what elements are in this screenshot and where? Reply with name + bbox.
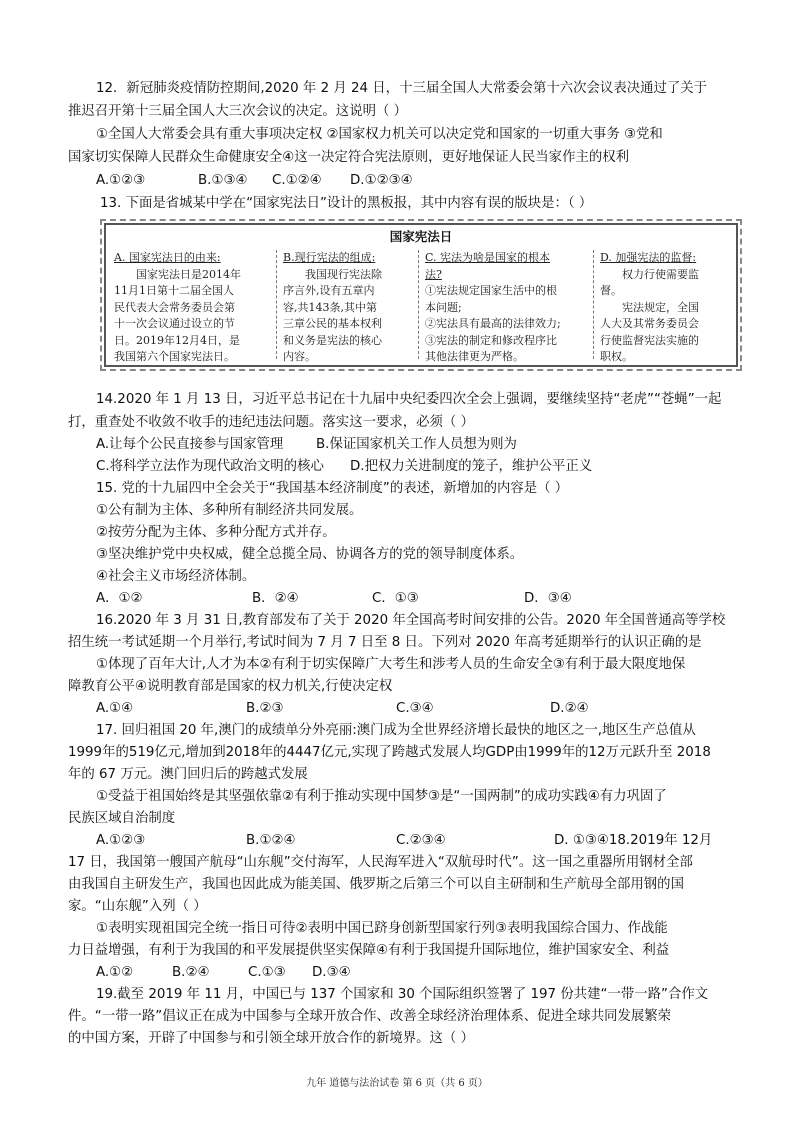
board-column-b [276,250,421,363]
q13-stem: 13. 下面是省城某中学在“国家宪法日”设计的黑板报，其中内容有误的版块是：（ ） [100,196,593,211]
q12-option-b[interactable]: B.①③④ [198,173,248,188]
q17-option-b[interactable]: B.①②④ [246,833,296,848]
q12-option-a[interactable]: A.①②③ [96,173,146,188]
board-column-text: ①宪法规定国家生活中的根 [425,284,557,297]
board-column-text: 日。2019年12月4日，是 [114,333,240,347]
q14-option-b[interactable]: B.保证国家机关工作人员想为则为 [316,437,517,452]
board-title: 国家宪法日 [389,229,453,244]
q15-option-a[interactable]: A．①② [96,591,143,606]
q15-item-3: ③坚决维护党中央权威，健全总揽全局、协调各方的党的领导制度体系。 [96,547,524,562]
q18-line-1: 17 日，我国第一艘国产航母“山东舰”交付海军，人民海军进入“双航母时代”。这一国之重器所用钢材全部 [68,855,693,870]
q15-option-b[interactable]: B．②④ [252,591,299,606]
q15-option-d[interactable]: D．③④ [524,591,572,606]
q12-option-d[interactable]: D.①②③④ [350,173,413,188]
q16-line-2: 招生统一考试延期一个月举行,考试时间为 7 月 7 日至 8 日。下列对 2020 年高考延期举行的认识正确的是 [68,635,702,650]
q18-option-b[interactable]: B.②④ [172,965,210,980]
board-column-d [593,250,730,363]
q18-option-d[interactable]: D.③④ [312,965,351,980]
q15-option-c[interactable]: C．①③ [372,591,419,606]
board-column-text: 其他法律更为严格。 [425,350,524,363]
q12-line-3: ①全国人大常委会具有重大事项决定权 ②国家权力机关可以决定党和国家的一切重大事务 ③党和 [96,127,663,142]
q17-line-4: ①受益于祖国始终是其坚强依靠②有利于推动实现中国梦③是“一国两制”的成功实践④有力巩固了 [96,789,667,804]
board-column-heading: C. 宪法为啥是国家的根本 [425,251,551,264]
board-column-text: 权力行使需要监 [622,267,699,281]
q12-line-2: 推迟召开第十三届全国人大三次会议的决定。这说明（ ） [68,104,408,119]
q17-line-2: 1999年的519亿元,增加到2018年的4447亿元,实现了跨越式发展人均GDP由1999年的12万元跃升至 2018 [68,745,711,760]
board-column-text: 宪法规定，全国 [622,300,699,314]
q16-option-d[interactable]: D.②④ [550,701,589,716]
q17-option-c[interactable]: C.②③④ [396,833,446,848]
board-column-text: 人大及其常务委员会 [600,317,699,330]
q15-options [96,590,696,608]
q16-line-4: 障教育公平④说明教育部是国家的权力机关,行使决定权 [68,679,393,694]
board-column-text: 内容。 [283,350,316,363]
q18-line-2: 由我国自主研发生产，我国也因此成为能美国、俄罗斯之后第三个可以自主研制和生产航母全部用钢的国 [68,877,684,892]
q17-option-d[interactable]: D. ①③④18.2019年 12月 [554,833,713,848]
board-column-text: 序言外,设有五章内 [283,284,375,297]
board-column-text: 职权。 [600,350,633,363]
q16-option-c[interactable]: C.③④ [396,701,434,716]
board-column-heading: A. 国家宪法日的由来: [114,251,221,264]
q17-option-a[interactable]: A.①②③ [96,833,146,848]
page-footer: 九年 道德与法治试卷 第 6 页（共 6 页） [306,1078,488,1089]
board-column-text: 国家宪法日是2014年 [136,267,241,281]
board-column-text: 本问题; [425,300,462,314]
q18-option-c[interactable]: C.①③ [248,965,286,980]
board-column-text: ②宪法具有最高的法律效力; [425,317,561,330]
q14-option-d[interactable]: D.把权力关进制度的笼子，维护公平正义 [350,459,593,474]
board-column-text: 11月1日第十二届全国人 [114,284,234,297]
q15-stem: 15. 党的十九届四中全会关于“我国基本经济制度”的表述，新增加的内容是（ ） [96,481,569,496]
board-column-text: 我国现行宪法除 [305,267,382,281]
board-column-text: ③宪法的制定和修改程序比 [425,333,557,347]
q19-line-3: 的中国方案，开辟了中国参与和引领全球开放合作的新境界。这（ ） [68,1031,474,1046]
q18-line-4: ①表明实现祖国完全统一指日可待②表明中国已跻身创新型国家行列③表明我国综合国力、作战能 [96,921,668,936]
q17-line-1: 17. 回归祖国 20 年,澳门的成绩单分外亮丽:澳门成为全世界经济增长最快的地区之一,地区生产总值从 [96,723,696,738]
q14-line-1: 14.2020 年 1 月 13 日，习近平总书记在十九届中央纪委四次全会上强调，要继续坚持“老虎”“苍蝇”一起 [96,392,722,407]
q14-options-cd [96,458,696,476]
board-column-text: 行使监督宪法实施的 [600,333,699,347]
board-column-text: 督。 [600,284,622,297]
q18-line-5: 力日益增强，有利于为我国的和平发展提供坚实保障④有利于我国提升国际地位，维护国家安全、利益 [68,943,670,958]
q12-option-c[interactable]: C.①②④ [272,173,322,188]
board-column-heading: B.现行宪法的组成: [283,251,376,264]
blackboard-newspaper [104,223,738,367]
board-column-text: 和义务是宪法的核心 [283,333,382,347]
q15-item-4: ④社会主义市场经济体制。 [96,569,256,584]
q17-line-3: 年的 67 万元。澳门回归后的跨越式发展 [68,767,308,782]
q17-options [96,832,726,850]
q14-line-2: 打，重查处不收敛不收手的违纪违法问题。落实这一要求，必须（ ） [68,415,474,430]
q18-options [96,964,696,982]
q14-option-a[interactable]: A.让每个公民直接参与国家管理 [96,437,284,452]
board-column-text: 三章公民的基本权利 [283,317,382,330]
board-column-text: 容,共143条,其中第 [283,300,377,314]
q12-line-4: 国家切实保障人民群众生命健康安全④这一决定符合宪法原则，更好地保证人民当家作主的权利 [68,150,630,165]
q15-item-2: ②按劳分配为主体、多种分配方式并存。 [96,525,336,540]
board-column-text: 法? [425,267,442,281]
q19-line-2: 件。“一带一路”倡议正在成为中国参与全球开放合作、改善全球经济治理体系、促进全球共同发展繁荣 [68,1009,672,1024]
q16-line-1: 16.2020 年 3 月 31 日,教育部发布了关于 2020 年全国高考时间安排的公告。2020 年全国普通高等学校 [96,613,726,628]
board-column-heading: D. 加强宪法的监督: [600,251,697,264]
q14-option-c[interactable]: C.将科学立法作为现代政治文明的核心 [96,459,324,474]
board-column-c [418,250,593,363]
board-column-text: 民代表大会常务委员会第 [114,300,235,314]
q16-option-a[interactable]: A.①④ [96,701,134,716]
q15-item-1: ①公有制为主体、多种所有制经济共同发展。 [96,503,363,518]
q16-options [96,700,696,718]
q14-options-ab [96,436,696,454]
q17-line-5: 民族区域自治制度 [68,811,176,826]
board-column-a [114,250,264,363]
q16-line-3: ①体现了百年大计,人才为本②有利于切实保障广大考生和涉考人员的生命安全③有利于最大限度地保 [96,657,686,672]
q12-options [96,172,696,190]
q18-line-3: 家。“山东舰”入列（ ） [68,899,207,914]
board-column-text: 十一次会议通过设立的节 [114,317,235,330]
q19-line-1: 19.截至 2019 年 11 月，中国已与 137 个国家和 30 个国际组织签署了 197 份共建“一带一路”合作文 [96,987,709,1002]
q18-option-a[interactable]: A.①② [96,965,134,980]
board-column-text: 我国第六个国家宪法日。 [114,350,235,363]
q16-option-b[interactable]: B.②③ [246,701,284,716]
q12-line-1: 12．新冠肺炎疫情防控期间,2020 年 2 月 24 日，十三届全国人大常委会第十六次会议表决通过了关于 [96,81,708,96]
